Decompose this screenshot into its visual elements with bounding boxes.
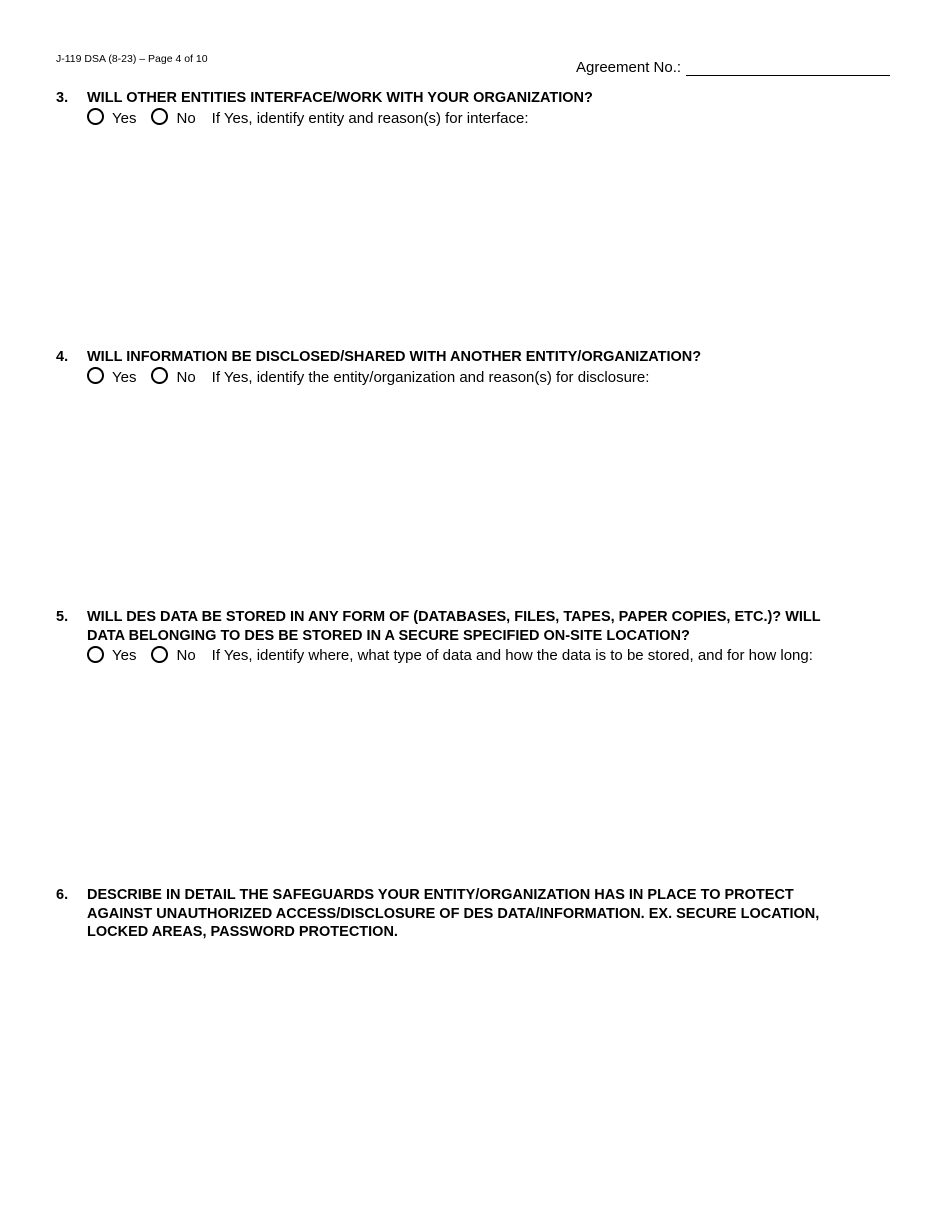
yes-label: Yes — [112, 368, 137, 386]
no-option[interactable] — [151, 109, 195, 129]
yes-label: Yes — [112, 647, 137, 664]
question-text-line: DATA BELONGING TO DES BE STORED IN A SECURE SPECIFIED ON-SITE LOCATION? — [87, 627, 690, 644]
question-text-line: AGAINST UNAUTHORIZED ACCESS/DISCLOSURE OF DES DATA/INFORMATION. EX. SECURE LOCATION, — [87, 905, 820, 922]
question-text-line: LOCKED AREAS, PASSWORD PROTECTION. — [87, 924, 398, 940]
radio-circle-icon[interactable] — [87, 367, 104, 384]
yes-option[interactable] — [87, 646, 136, 666]
prompt-text: If Yes, identify where, what type of data and how the data is to be stored, and for how long: — [211, 647, 813, 664]
question-number: 4. — [56, 349, 69, 365]
form-id: J-119 DSA (8-23) – Page 4 of 10 — [56, 53, 208, 65]
no-label: No — [176, 647, 196, 664]
prompt-text: If Yes, identify entity and reason(s) for interface: — [211, 109, 529, 127]
yes-label: Yes — [112, 109, 137, 127]
question-text — [87, 348, 896, 367]
agreement-label: Agreement No.: — [576, 59, 682, 76]
question-3 — [56, 89, 896, 129]
yes-option[interactable] — [87, 368, 136, 388]
question-6 — [56, 886, 896, 942]
question-text — [87, 886, 896, 942]
radio-circle-icon[interactable] — [151, 646, 168, 663]
question-text-line: WILL OTHER ENTITIES INTERFACE/WORK WITH YOUR ORGANIZATION? — [87, 90, 593, 106]
answer-row — [87, 109, 896, 129]
prompt-text: If Yes, identify the entity/organization and reason(s) for disclosure: — [211, 368, 650, 386]
question-text-line: WILL INFORMATION BE DISCLOSED/SHARED WITH ANOTHER ENTITY/ORGANIZATION? — [87, 349, 702, 365]
no-label: No — [176, 368, 196, 386]
question-text-line: DESCRIBE IN DETAIL THE SAFEGUARDS YOUR ENTITY/ORGANIZATION HAS IN PLACE TO PROTECT — [87, 887, 794, 903]
question-text — [87, 608, 896, 645]
agreement-number-input-line[interactable] — [686, 57, 890, 76]
question-number: 6. — [56, 887, 69, 903]
answer-row — [87, 368, 896, 388]
question-5 — [56, 608, 896, 666]
radio-circle-icon[interactable] — [87, 108, 104, 125]
no-option[interactable] — [151, 646, 195, 666]
question-number: 3. — [56, 90, 69, 106]
radio-circle-icon[interactable] — [151, 108, 168, 125]
no-option[interactable] — [151, 368, 195, 388]
question-text — [87, 89, 896, 108]
answer-row — [87, 646, 896, 666]
yes-option[interactable] — [87, 109, 136, 129]
agreement-number-field — [576, 57, 890, 76]
question-number: 5. — [56, 609, 69, 625]
question-4 — [56, 348, 896, 388]
radio-circle-icon[interactable] — [151, 367, 168, 384]
question-text-line: WILL DES DATA BE STORED IN ANY FORM OF (DATABASES, FILES, TAPES, PAPER COPIES, ETC.)? WILL — [87, 609, 821, 625]
no-label: No — [176, 109, 196, 127]
radio-circle-icon[interactable] — [87, 646, 104, 663]
